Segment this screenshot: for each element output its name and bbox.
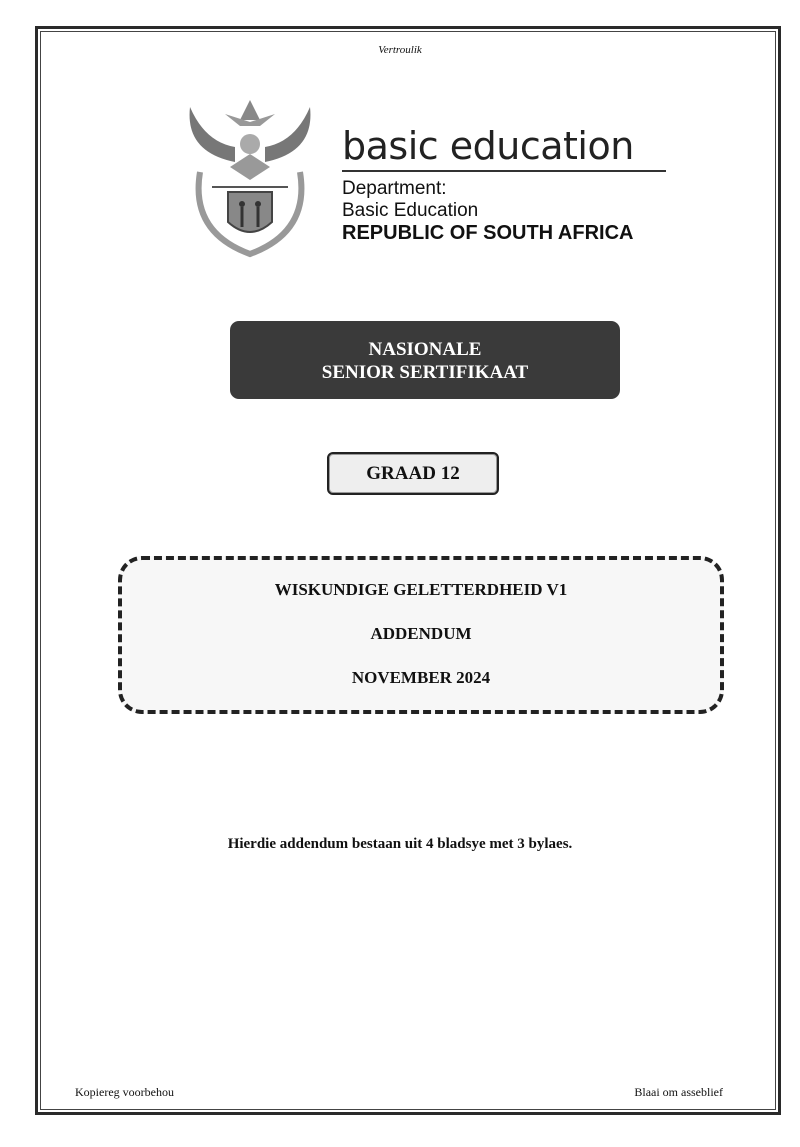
footer-turn-page: Blaai om asseblief [634, 1085, 723, 1099]
subject-box [118, 556, 724, 714]
certificate-line1: NASIONALE [368, 339, 482, 360]
brand-name: basic education [342, 124, 634, 168]
page-count-note: Hierdie addendum bestaan uit 4 bladsye met 3 bylaes. [227, 836, 573, 852]
department-label: Department: [342, 178, 447, 199]
certificate-line2: SENIOR SERTIFIKAAT [321, 362, 529, 383]
country-name: REPUBLIC OF SOUTH AFRICA [342, 222, 634, 244]
grade-box: GRAAD 12 [327, 452, 499, 495]
certificate-banner [230, 321, 620, 399]
subject-date: NOVEMBER 2024 [351, 668, 491, 687]
department-name: Basic Education [342, 200, 479, 221]
confidential-label: Vertroulik [378, 44, 422, 56]
brand-divider [342, 170, 666, 172]
footer-copyright: Kopiereg voorbehou [75, 1085, 174, 1099]
coat-of-arms-icon [180, 92, 320, 262]
department-block [342, 178, 633, 244]
subject-type: ADDENDUM [370, 624, 472, 643]
subject-title: WISKUNDIGE GELETTERDHEID V1 [274, 580, 568, 599]
